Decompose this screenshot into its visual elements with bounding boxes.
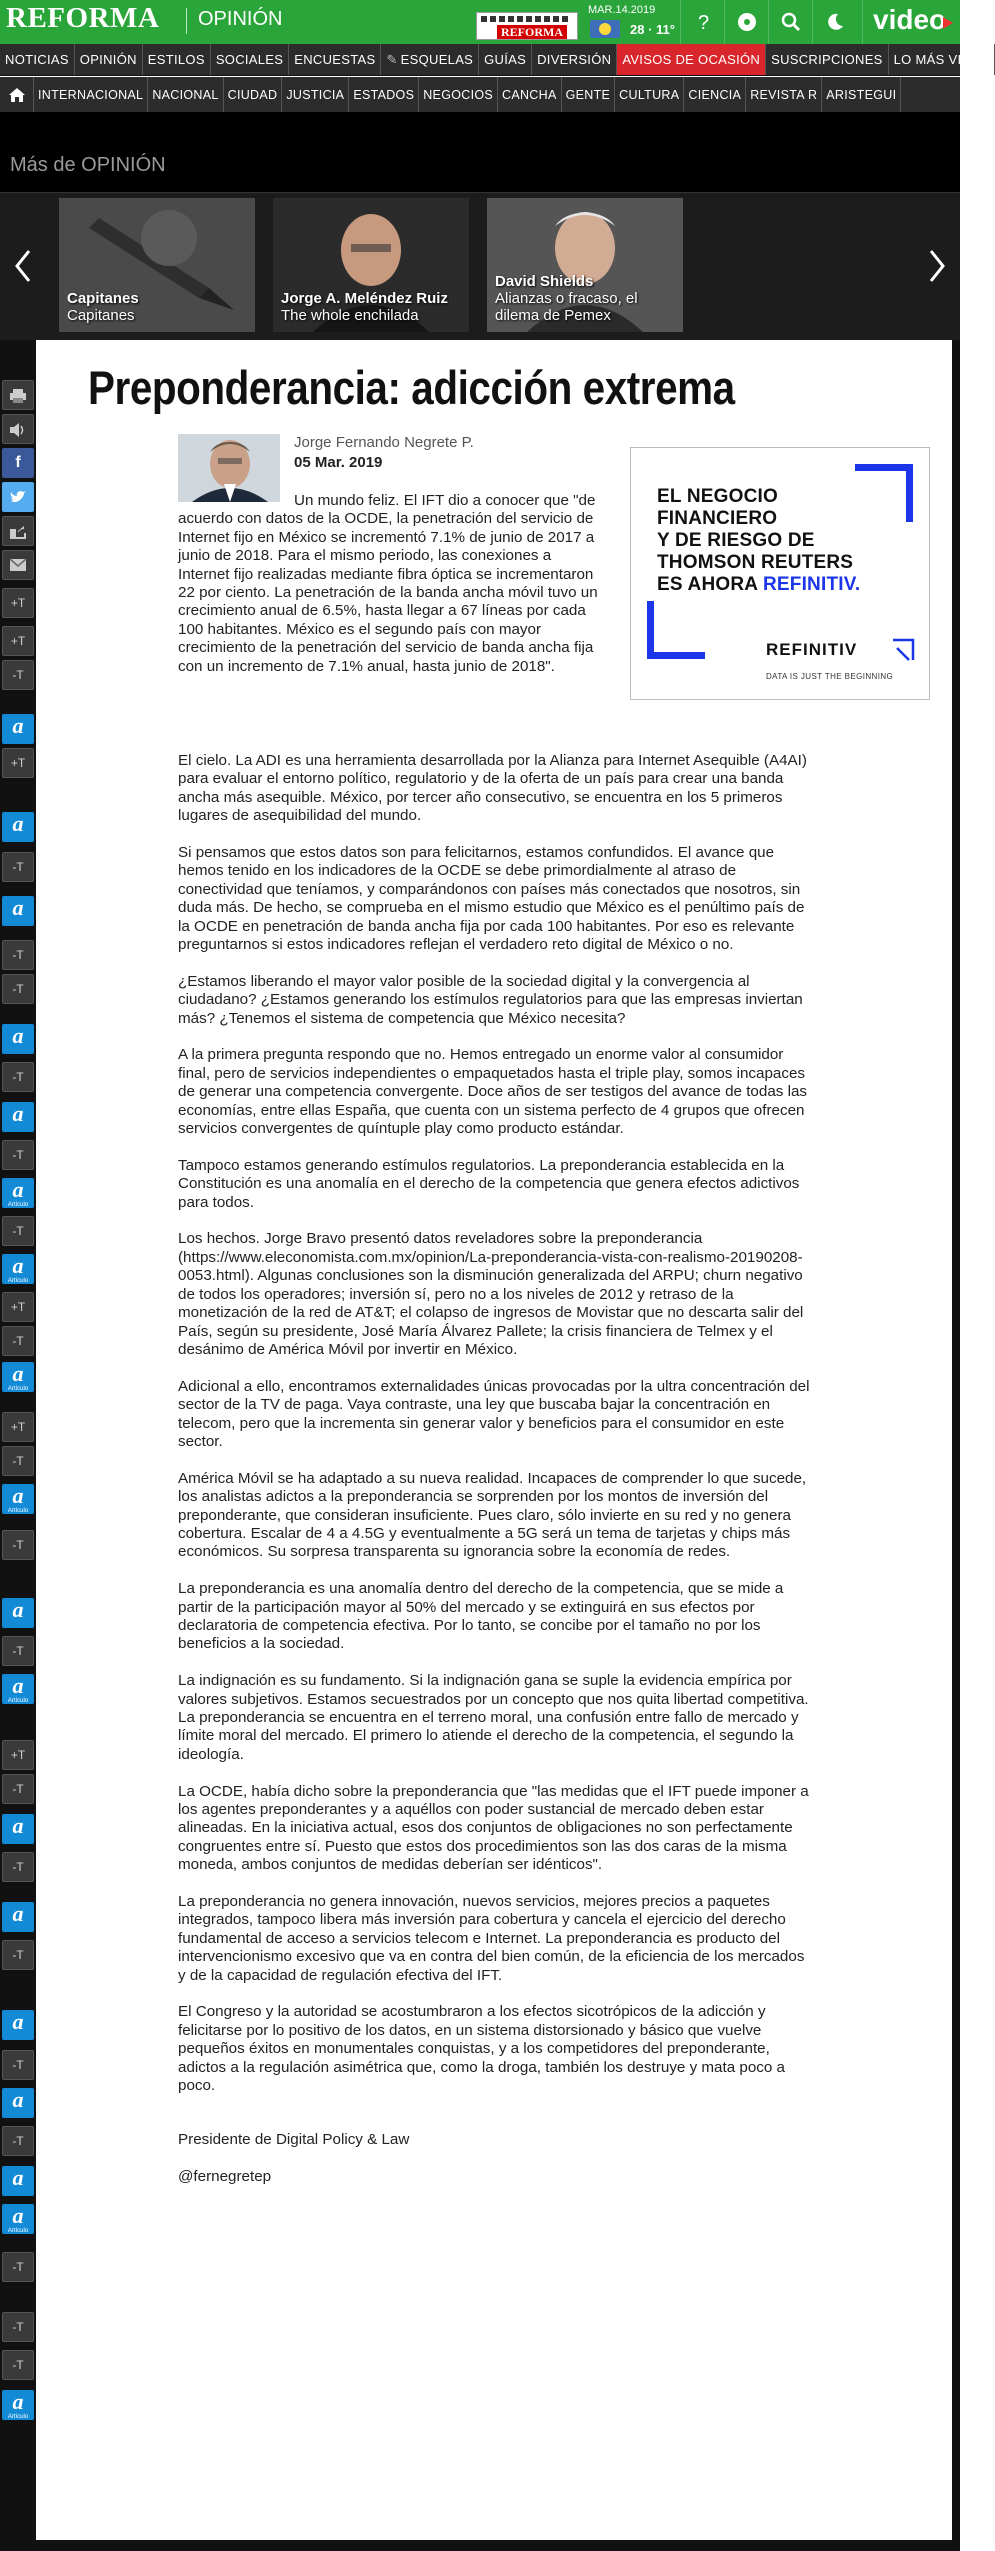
twitter-icon: [10, 490, 26, 504]
article-paragraph: La OCDE, había dicho sobre la preponderancia que "las medidas que el IFT puede imponer a los agentes preponderantes y a aquéllos con poder sustancial de mercado deben estar alineadas. En la iniciativa actual, esos dos conjuntos de obligaciones no son perfectamente congruentes entre sí. Puesto que estos dos procedimientos son las dos caras de la misma moneda, ambos conjuntos de medidas deberían ser idénticos".: [178, 1782, 809, 1874]
email-button[interactable]: [2, 550, 34, 580]
articulo-button[interactable]: [2, 1598, 34, 1628]
more-opinion-title: Más de OPINIÓN: [10, 154, 166, 176]
ad-brand-name: REFINITIV: [766, 640, 858, 659]
nav-ciudad[interactable]: CIUDAD: [224, 77, 283, 112]
help-icon: [693, 12, 713, 32]
font-increase-button[interactable]: +T: [2, 1292, 34, 1322]
font-decrease-button[interactable]: -T: [2, 2050, 34, 2080]
articulo-button[interactable]: [2, 2390, 34, 2420]
article-paragraph: El Congreso y la autoridad se acostumbraron a los efectos sicotrópicos de la adicción y felicitarse por lo positivo de los datos, en un sistema distorsionado y básico que vuelve pequeños éxitos en monumentales conquistas, y a los competidores del preponderante, adictos a la regulación asimétrica que, como la droga, también los destruye y mata poco a poco.: [178, 2003, 785, 2095]
font-decrease-button[interactable]: -T: [2, 1326, 34, 1356]
articulo-a-icon: a: [12, 1177, 24, 1202]
video-button[interactable]: [862, 0, 960, 44]
articulo-button[interactable]: [2, 1254, 34, 1284]
ad-line: FINANCIERO: [657, 508, 778, 529]
articulo-button[interactable]: [2, 1362, 34, 1392]
font-decrease-button[interactable]: -T: [2, 1774, 34, 1804]
font-decrease-button[interactable]: -T: [2, 2252, 34, 2282]
articulo-button[interactable]: [2, 1484, 34, 1514]
candle-icon: ✎: [386, 51, 398, 67]
ad-line: [657, 574, 860, 596]
nav-noticias[interactable]: NOTICIAS: [0, 44, 75, 75]
articulo-a-icon: a: [12, 2165, 24, 2190]
font-increase-button[interactable]: +T: [2, 748, 34, 778]
twitter-share-button[interactable]: [2, 482, 34, 512]
articulo-label: Artículo: [7, 1698, 29, 1704]
video-label: video: [873, 4, 947, 35]
right-border: [952, 340, 960, 2551]
articulo-button[interactable]: [2, 2088, 34, 2118]
card-title: Capitanes: [67, 307, 135, 324]
current-date: MAR.14.2019: [588, 4, 656, 16]
articulo-a-icon: a: [12, 811, 24, 836]
articulo-label: Artículo: [7, 2414, 29, 2420]
font-decrease-button[interactable]: -T: [2, 1140, 34, 1170]
help-button[interactable]: [680, 0, 724, 44]
articulo-button[interactable]: [2, 714, 34, 744]
newspaper-logo: REFORMA: [497, 25, 567, 39]
articulo-button[interactable]: [2, 1024, 34, 1054]
primary-nav: [0, 44, 989, 76]
nav-sociales[interactable]: SOCIALES: [211, 44, 289, 75]
author-twitter-handle[interactable]: @fernegretep: [178, 2168, 272, 2186]
ad-brand-highlight: REFINITIV.: [762, 574, 861, 595]
article-paragraph: La indignación es su fundamento. Si la indignación gana se suple la evidencia empírica por valores subjetivos. Estamos secuestrados por un concepto que nos quita libertad competitiva. La preponderancia se encuentra en el terreno moral, una confusión entre fallo de mercado y límite moral del mercado. El primero lo atiende el derecho de la competencia, el segundo la ideología.: [178, 1672, 809, 1763]
brand-logo[interactable]: REFORMA: [6, 2, 160, 34]
nav-cancha[interactable]: CANCHA: [498, 77, 562, 112]
night-mode-icon: [825, 12, 845, 32]
newspaper-lines: [481, 16, 571, 22]
search-icon: [781, 12, 801, 32]
articulo-a-icon: a: [12, 1101, 24, 1126]
article-paragraph: A la primera pregunta respondo que no. Hemos entregado un enorme valor al consumidor final, pero de servicios independientes o empaquetados hasta el triple play, somos incapaces de generar una competencia convergente. Doce años de ser testigos del avance de todas las economías, entre ellas España, que cuenta con un sistema perfecto de 4 grupos que ofrecen servicios convergentes de quíntuple play como producto estándar.: [178, 1046, 807, 1138]
font-decrease-button[interactable]: -T: [2, 2312, 34, 2342]
nav-negocios[interactable]: NEGOCIOS: [419, 77, 498, 112]
nav-guias[interactable]: GUÍAS: [479, 44, 532, 75]
section-title[interactable]: OPINIÓN: [198, 8, 283, 30]
carousel-prev-button[interactable]: [0, 192, 46, 340]
articulo-a-icon: a: [12, 1901, 24, 1926]
articulo-a-icon: a: [12, 1597, 24, 1622]
articulo-button[interactable]: [2, 2166, 34, 2196]
article-paragraph: Los hechos. Jorge Bravo presentó datos reveladores sobre la preponderancia (https://www.eleconomista.com.mx/opinion/La-preponderancia-vista-con-realismo-20190208-0053.html). Algunas conclusiones son la disminución generalizada del ARPU; churn negativo de todos los operadores; inversión sí, pero no a los niveles de 2012 y retraso de la monetización de la red de AT&T; el colapso de ingresos de Movistar que no descarta salir del País, según su presidente, José María Álvarez Pallete; la crisis financiera de Telmex y el desánimo de América Móvil por invertir en México.: [178, 1230, 804, 1358]
article-paragraph: La preponderancia es una anomalía dentro del derecho de la competencia, que se mide a partir de la participación mayor al 50% del mercado y se extinguirá en sus efectos por declaratoria de competencia efectiva. Por lo tanto, se concibe por el tamaño no por los beneficios a la sociedad.: [178, 1580, 784, 1653]
nav-revista-r[interactable]: REVISTA R: [746, 77, 822, 112]
soccer-ball-icon: [737, 12, 757, 32]
nav-lo-mas-visto[interactable]: LO MÁS VISTO: [889, 44, 995, 75]
nav-estados[interactable]: ESTADOS: [349, 77, 419, 112]
font-decrease-button[interactable]: -T: [2, 1852, 34, 1882]
card-title: Alianzas o fracaso, el dilema de Pemex: [495, 290, 638, 324]
nav-cultura[interactable]: CULTURA: [615, 77, 684, 112]
refinitiv-logo-icon: [891, 638, 915, 662]
articulo-button[interactable]: [2, 896, 34, 926]
font-increase-button[interactable]: +T: [2, 1740, 34, 1770]
card-author: Jorge A. Meléndez Ruiz: [281, 290, 448, 307]
nav-justicia[interactable]: JUSTICIA: [282, 77, 349, 112]
card-text: [67, 290, 249, 324]
sports-button[interactable]: [724, 0, 768, 44]
font-decrease-button[interactable]: -T: [2, 940, 34, 970]
nav-suscripciones[interactable]: SUSCRIPCIONES: [766, 44, 889, 75]
publish-date: 05 Mar. 2019: [294, 454, 383, 471]
share-icon: [10, 525, 26, 539]
articulo-label: Artículo: [7, 1508, 29, 1514]
font-decrease-button[interactable]: -T: [2, 1530, 34, 1560]
articulo-button[interactable]: [2, 1102, 34, 1132]
article-headline: Preponderancia: adicción extrema: [88, 361, 735, 414]
advertisement[interactable]: [630, 447, 930, 700]
night-mode-button[interactable]: [812, 0, 856, 44]
articulo-a-icon: a: [12, 1813, 24, 1838]
author-name[interactable]: Jorge Fernando Negrete P.: [294, 434, 474, 451]
article-paragraph: Tampoco estamos generando estímulos regulatorios. La preponderancia establecida en la Constitución es una anomalía en el derecho de la competencia que genera efectos adictivos para todos.: [178, 1156, 800, 1211]
font-decrease-button[interactable]: -T: [2, 1636, 34, 1666]
share-button[interactable]: [2, 516, 34, 546]
article-paragraph: Si pensamos que estos datos son para felicitarnos, estamos confundidos. El avance que hemos tenido en los indicadores de la OCDE se debe primordialmente al atraso de conectividad que teníamos, y comparándonos con países más conectados que nosotros, sin duda más. De hecho, se comprueba en el mismo estudio que México es el penúltimo país de la OCDE en penetración de banda ancha fija por cada 100 habitantes. Por eso es relevante preguntarnos si estos indicadores reflejan el verdadero reto digital de México o no.: [178, 844, 805, 954]
articulo-a-icon: a: [12, 895, 24, 920]
svg-text:?: ?: [698, 12, 710, 34]
articulo-a-icon: a: [12, 1483, 24, 1508]
articulo-button[interactable]: [2, 1178, 34, 1208]
search-button[interactable]: [768, 0, 812, 44]
nav-internacional[interactable]: INTERNACIONAL: [34, 77, 148, 112]
opinion-card[interactable]: [273, 198, 469, 332]
ad-line: Y DE RIESGO DE: [657, 530, 815, 551]
ad-corner-decoration: [855, 464, 913, 522]
articulo-a-icon: a: [12, 1361, 24, 1386]
articulo-button[interactable]: [2, 2010, 34, 2040]
facebook-icon: f: [15, 454, 21, 471]
nav-estilos[interactable]: ESTILOS: [143, 44, 211, 75]
articulo-label: Artículo: [7, 2228, 29, 2234]
author-bio: Presidente de Digital Policy & Law: [178, 2131, 410, 2149]
ad-line: EL NEGOCIO: [657, 486, 778, 507]
articulo-a-icon: a: [12, 2203, 24, 2228]
top-header: [0, 0, 960, 44]
font-increase-button[interactable]: +T: [2, 1412, 34, 1442]
articulo-button[interactable]: [2, 1902, 34, 1932]
nav-esquelas[interactable]: [381, 44, 479, 75]
nav-aristegui[interactable]: ARISTEGUI: [822, 77, 901, 112]
article-paragraph: ¿Estamos liberando el mayor valor posible de la sociedad digital y la convergencia al ciudadano? ¿Estamos generando los estímulos regulatorios para que las empresas inviertan más? ¿Tenemos el sistema de competencia que México necesita?: [178, 972, 803, 1027]
chevron-right-icon: [928, 249, 946, 283]
card-author: Capitanes: [67, 290, 139, 307]
opinion-card[interactable]: [59, 198, 255, 332]
articulo-button[interactable]: [2, 1674, 34, 1704]
articulo-a-icon: a: [12, 1253, 24, 1278]
play-icon: [943, 17, 953, 29]
more-opinion-section: [0, 112, 960, 340]
articulo-label: Artículo: [7, 1278, 29, 1284]
audio-button[interactable]: [2, 414, 34, 444]
home-icon: [8, 87, 26, 103]
nav-opinion[interactable]: OPINIÓN: [75, 44, 143, 75]
font-decrease-button[interactable]: -T: [2, 1940, 34, 1970]
font-decrease-button[interactable]: -T: [2, 852, 34, 882]
font-size-button[interactable]: +T: [2, 626, 34, 656]
carousel-next-button[interactable]: [914, 192, 960, 340]
ad-tagline: DATA IS JUST THE BEGINNING: [766, 672, 894, 681]
nav-esquelas-label: ESQUELAS: [400, 52, 474, 67]
nav-diversion[interactable]: DIVERSIÓN: [532, 44, 617, 75]
article-tools-sidebar: [0, 340, 36, 2551]
font-decrease-button[interactable]: -T: [2, 974, 34, 1004]
nav-nacional[interactable]: NACIONAL: [148, 77, 223, 112]
articulo-button[interactable]: [2, 2204, 34, 2234]
ad-headline: [657, 486, 860, 596]
nav-avisos-de-ocasion[interactable]: AVISOS DE OCASIÓN: [617, 44, 766, 75]
articulo-a-icon: a: [12, 2009, 24, 2034]
home-button[interactable]: [0, 77, 34, 112]
article-paragraph: Adicional a ello, encontramos externalidades únicas provocadas por la ultra concentración del sector de la TV de paga. Vaya contraste, una ley que buscaba bajar la concentración en telecom, pero que la incrementa sin generar valor y beneficios para el consumidor en este sector.: [178, 1377, 810, 1450]
font-decrease-button[interactable]: -T: [2, 1216, 34, 1246]
font-decrease-button[interactable]: -T: [2, 2126, 34, 2156]
ad-line: THOMSON REUTERS: [657, 552, 854, 573]
articulo-a-icon: a: [12, 713, 24, 738]
newspaper-thumbnail[interactable]: [476, 12, 578, 40]
brand-separator: [186, 8, 187, 34]
weather-icon: [590, 20, 620, 38]
article-paragraph: América Móvil se ha adaptado a su nueva realidad. Incapaces de comprender lo que sucede, los analistas adictos a la preponderancia se sorprenden por los montos de inversión del preponderante, que consideran insuficiente. Pues claro, sólo invierte en su red y no genera cobertura. Escalar de 4 a 4.5G y eventualmente a 5G será un tema de tarjetas y chips más económicos. Su sorpresa transparenta su ignorancia sobre la economía de redes.: [178, 1469, 807, 1561]
articulo-label: Artículo: [7, 1386, 29, 1392]
article-lead-paragraph: Un mundo feliz. El IFT dio a conocer que "de acuerdo con datos de la OCDE, la penetración del servicio de Internet fijo en México se incrementó 7.1% de junio de 2017 a junio de 2018. Para el mismo periodo, las conexiones a Internet fijo realizadas mediante fibra óptica se incrementaron 22 por ciento. La penetración de la banda ancha móvil tuvo un crecimiento anual de 6.5%, hasta llegar a 67 líneas por cada 100 habitantes. México es el segundo país con mayor crecimiento de la penetración del servicio de banda ancha fija con un incremento de 7.1% anual, hasta junio de 2018".: [178, 492, 598, 675]
articulo-a-icon: a: [12, 2389, 24, 2414]
ad-line-part: ES AHORA: [657, 574, 763, 595]
temperature: 28 · 11°: [630, 22, 675, 37]
article-paragraph: El cielo. La ADI es una herramienta desarrollada por la Alianza para Internet Asequible (A4AI) para evaluar el entorno político, regulatorio y de la oferta de un país para crear una banda ancha más asequible. México, por tercer año consecutivo, se encuentra en los 5 primeros lugares de asequibilidad del mundo.: [178, 752, 807, 825]
font-decrease-button[interactable]: -T: [2, 2350, 34, 2380]
secondary-nav: [0, 77, 960, 112]
article-body: [178, 752, 816, 2205]
card-text: [281, 290, 463, 324]
facebook-share-button[interactable]: [2, 448, 34, 478]
articulo-a-icon: a: [12, 2087, 24, 2112]
speaker-icon: [10, 423, 26, 437]
articulo-label: Artículo: [7, 1202, 29, 1208]
article-paragraph: La preponderancia no genera innovación, nuevos servicios, mejores precios a paquetes integrados, tampoco libera más inversión para cobertura y cancela el ejercicio del derecho fundamental de acceso a servicios telecom e Internet. La preponderancia es producto del intervencionismo excesivo que va en contra del bien común, de la eficiencia de los mercados y de la capacidad de regulación efectiva del IFT.: [178, 1893, 805, 1984]
card-text: [495, 273, 677, 324]
opinion-card[interactable]: [487, 198, 683, 332]
articulo-a-icon: a: [12, 1673, 24, 1698]
card-author: David Shields: [495, 273, 594, 290]
footer-bar: [0, 2540, 960, 2551]
font-decrease-button[interactable]: -T: [2, 1446, 34, 1476]
font-decrease-button[interactable]: -T: [2, 1062, 34, 1092]
font-decrease-button[interactable]: -T: [2, 660, 34, 690]
email-icon: [10, 559, 26, 571]
chevron-left-icon: [14, 249, 32, 283]
ad-corner-decoration: [647, 601, 705, 659]
card-title: The whole enchilada: [281, 307, 419, 324]
nav-gente[interactable]: GENTE: [562, 77, 616, 112]
font-increase-button[interactable]: +T: [2, 588, 34, 618]
print-button[interactable]: [2, 380, 34, 410]
nav-ciencia[interactable]: CIENCIA: [684, 77, 746, 112]
nav-encuestas[interactable]: ENCUESTAS: [289, 44, 381, 75]
print-icon: [10, 389, 26, 403]
articulo-button[interactable]: [2, 812, 34, 842]
articulo-button[interactable]: [2, 1814, 34, 1844]
articulo-a-icon: a: [12, 1023, 24, 1048]
